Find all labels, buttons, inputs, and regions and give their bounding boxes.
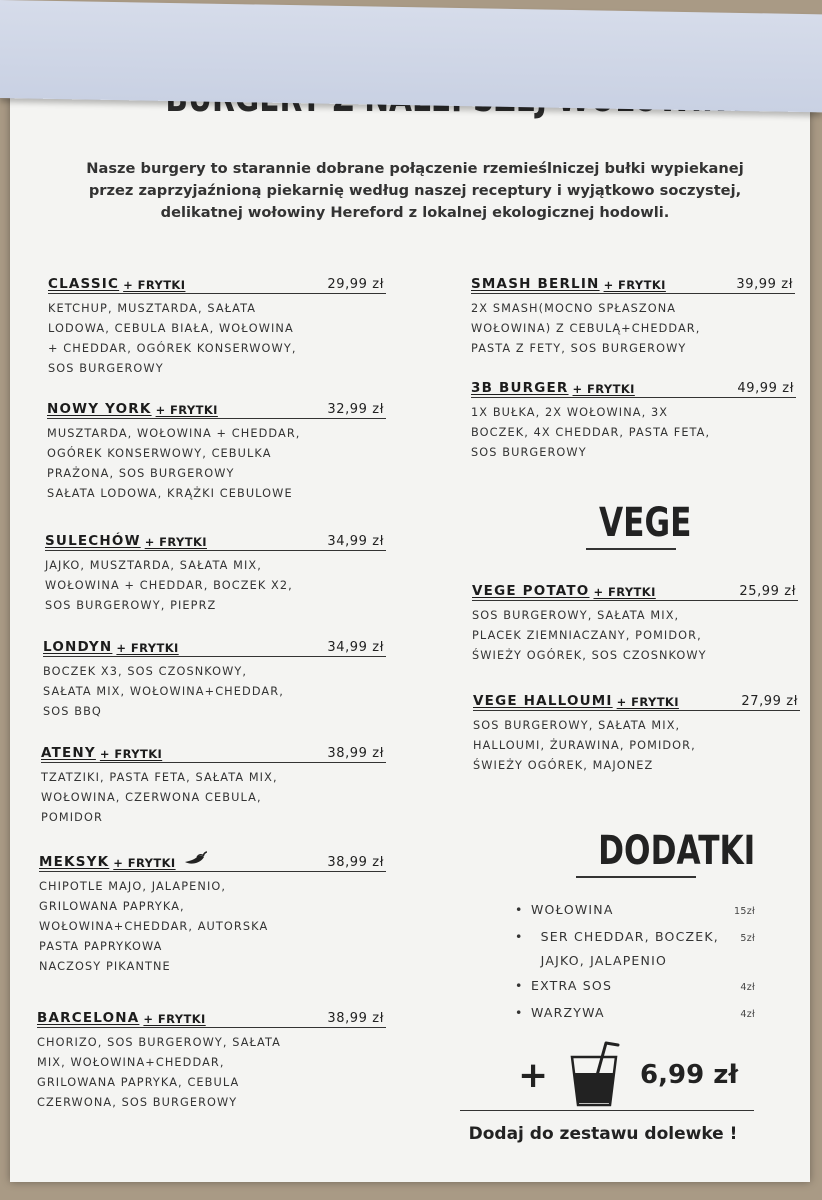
list-item	[515, 898, 755, 924]
item-desc-line: 2X SMASH(MOCNO SPŁASZONA	[471, 302, 677, 315]
item-desc-line: ŚWIEŻY OGÓREK, MAJONEZ	[473, 759, 654, 772]
item-price: 38,99 zł	[327, 1011, 384, 1026]
item-desc-line: WOŁOWINA+CHEDDAR, AUTORSKA	[39, 920, 269, 933]
item-name: 3B BURGER	[471, 380, 569, 396]
addon-price: 5zł	[740, 933, 755, 944]
item-name: ATENY	[41, 745, 96, 761]
menu-item-classic	[48, 276, 386, 379]
addons-section-title	[576, 828, 756, 878]
vege-title-text: VEGE	[599, 500, 692, 546]
menu-item-vege-halloumi	[473, 693, 800, 776]
item-name: NOWY YORK	[47, 401, 152, 417]
item-desc-line: WOŁOWINA + CHEDDAR, BOCZEK X2,	[45, 579, 293, 592]
item-suffix: + FRYTKI	[603, 278, 666, 292]
item-desc-line: SOS BURGEROWY	[48, 362, 164, 375]
item-desc-line: CHIPOTLE MAJO, JALAPENIO,	[39, 880, 227, 893]
item-desc-line: CHORIZO, SOS BURGEROWY, SAŁATA	[37, 1036, 281, 1049]
item-suffix: + FRYTKI	[572, 382, 635, 396]
item-desc-line: SOS BBQ	[43, 705, 102, 718]
menu-item-londyn	[43, 639, 386, 722]
item-desc-line: TZATZIKI, PASTA FETA, SAŁATA MIX,	[41, 771, 278, 784]
menu-item-vege-potato	[472, 583, 798, 666]
menu-item-ateny	[41, 745, 386, 828]
item-price: 49,99 zł	[737, 381, 794, 396]
item-suffix: + FRYTKI	[155, 403, 218, 417]
item-desc-line: PLACEK ZIEMNIACZANY, POMIDOR,	[472, 629, 702, 642]
item-desc-line: CZERWONA, SOS BURGEROWY	[37, 1096, 238, 1109]
item-desc-line: 1X BUŁKA, 2X WOŁOWINA, 3X	[471, 406, 669, 419]
item-desc-line: JAJKO, MUSZTARDA, SAŁATA MIX,	[45, 559, 262, 572]
drink-glass-icon	[566, 1039, 622, 1111]
item-desc-line: SOS BURGEROWY, SAŁATA MIX,	[472, 609, 680, 622]
list-item	[515, 974, 755, 1000]
menu-item-smash-berlin	[471, 276, 795, 359]
drink-caption: Dodaj do zestawu dolewke !	[468, 1124, 738, 1144]
item-price: 34,99 zł	[327, 534, 384, 549]
item-desc-line: WOŁOWINA, CZERWONA CEBULA,	[41, 791, 262, 804]
item-name: VEGE HALLOUMI	[473, 693, 613, 709]
item-name: CLASSIC	[48, 276, 120, 292]
item-suffix: + FRYTKI	[99, 747, 163, 761]
item-name: SMASH BERLIN	[471, 276, 600, 292]
addon-label: EXTRA SOS	[531, 978, 613, 993]
drink-plus: +	[518, 1054, 549, 1096]
item-price: 27,99 zł	[741, 694, 798, 709]
addons-title-text: DODATKI	[598, 828, 756, 874]
item-name: LONDYN	[43, 639, 113, 655]
list-item	[515, 1001, 755, 1027]
item-suffix: + FRYTKI	[116, 641, 179, 655]
item-desc-line: SAŁATA MIX, WOŁOWINA+CHEDDAR,	[43, 685, 284, 698]
item-price: 34,99 zł	[327, 640, 384, 655]
item-desc-line: SOS BURGEROWY, PIEPRZ	[45, 599, 217, 612]
addon-label: WARZYWA	[531, 1005, 605, 1020]
item-desc-line: HALLOUMI, ŻURAWINA, POMIDOR,	[473, 739, 696, 752]
menu-item-meksyk	[39, 850, 386, 977]
item-price: 38,99 zł	[327, 746, 384, 761]
item-suffix: + FRYTKI	[143, 1012, 206, 1026]
divider	[460, 1110, 754, 1111]
item-desc-line: MIX, WOŁOWINA+CHEDDAR,	[37, 1056, 225, 1069]
bullet-icon: •	[515, 978, 524, 993]
addon-label: WOŁOWINA	[531, 902, 614, 917]
chili-pepper-icon	[182, 850, 208, 870]
addons-list	[515, 898, 755, 1028]
item-desc-line: + CHEDDAR, OGÓREK KONSERWOWY,	[48, 342, 297, 355]
item-desc-line: PRAŻONA, SOS BURGEROWY	[47, 467, 235, 480]
bullet-icon: •	[515, 1005, 524, 1020]
drink-offer	[518, 1040, 738, 1110]
intro-text: Nasze burgery to starannie dobrane połączenie rzemieślniczej bułki wypiekanej przez zaprzyjaźnioną piekarnię według naszej receptury i wyjątkowo soczystej, delikatnej wołowiny Hereford z lokalnej ekologicznej hodowli.	[86, 160, 744, 221]
item-desc-line: NACZOSY PIKANTNE	[39, 960, 171, 973]
item-suffix: + FRYTKI	[123, 278, 186, 292]
addon-label: SER CHEDDAR, BOCZEK, JAJKO, JALAPENIO	[540, 929, 719, 968]
list-item	[515, 925, 755, 973]
item-name: VEGE POTATO	[472, 583, 590, 599]
item-suffix: + FRYTKI	[113, 856, 176, 870]
item-desc-line: GRILOWANA PAPRYKA,	[39, 900, 185, 913]
menu-item-nowy-york	[47, 401, 386, 504]
addon-price: 15zł	[734, 906, 755, 917]
item-desc-line: SOS BURGEROWY, SAŁATA MIX,	[473, 719, 681, 732]
item-desc-line: LODOWA, CEBULA BIAŁA, WOŁOWINA	[48, 322, 294, 335]
item-name: MEKSYK	[39, 854, 110, 870]
item-desc-line: SOS BURGEROWY	[471, 446, 587, 459]
bullet-icon: •	[515, 929, 524, 944]
item-desc-line: BOCZEK, 4X CHEDDAR, PASTA FETA,	[471, 426, 711, 439]
drink-price: 6,99 zł	[640, 1060, 738, 1090]
vege-section-title	[586, 500, 692, 550]
item-desc-line: BOCZEK X3, SOS CZOSNKOWY,	[43, 665, 248, 678]
item-price: 25,99 zł	[739, 584, 796, 599]
addon-price: 4zł	[740, 982, 755, 993]
menu-item-3b-burger	[471, 380, 796, 463]
item-price: 38,99 zł	[327, 855, 384, 870]
menu-item-sulechow	[45, 533, 386, 616]
item-suffix: + FRYTKI	[616, 695, 679, 709]
item-price: 39,99 zł	[736, 277, 793, 292]
addon-price: 4zł	[740, 1009, 755, 1020]
menu-item-barcelona	[37, 1010, 386, 1113]
item-desc-line: MUSZTARDA, WOŁOWINA + CHEDDAR,	[47, 427, 301, 440]
item-desc-line: PASTA PAPRYKOWA	[39, 940, 163, 953]
item-suffix: + FRYTKI	[144, 535, 207, 549]
item-desc-line: ŚWIEŻY OGÓREK, SOS CZOSNKOWY	[472, 649, 707, 662]
item-price: 29,99 zł	[327, 277, 384, 292]
item-name: SULECHÓW	[45, 533, 141, 549]
item-desc-line: PASTA Z FETY, SOS BURGEROWY	[471, 342, 687, 355]
bullet-icon: •	[515, 902, 524, 917]
item-desc-line: OGÓREK KONSERWOWY, CEBULKA	[47, 447, 272, 460]
item-desc-line: WOŁOWINA) Z CEBULĄ+CHEDDAR,	[471, 322, 701, 335]
item-desc-line: POMIDOR	[41, 811, 103, 824]
item-desc-line: KETCHUP, MUSZTARDA, SAŁATA	[48, 302, 257, 315]
item-name: BARCELONA	[37, 1010, 140, 1026]
folded-paper-flap	[0, 0, 822, 112]
item-desc-line: SAŁATA LODOWA, KRĄŻKI CEBULOWE	[47, 487, 293, 500]
item-price: 32,99 zł	[327, 402, 384, 417]
item-suffix: + FRYTKI	[593, 585, 656, 599]
item-desc-line: GRILOWANA PAPRYKA, CEBULA	[37, 1076, 240, 1089]
